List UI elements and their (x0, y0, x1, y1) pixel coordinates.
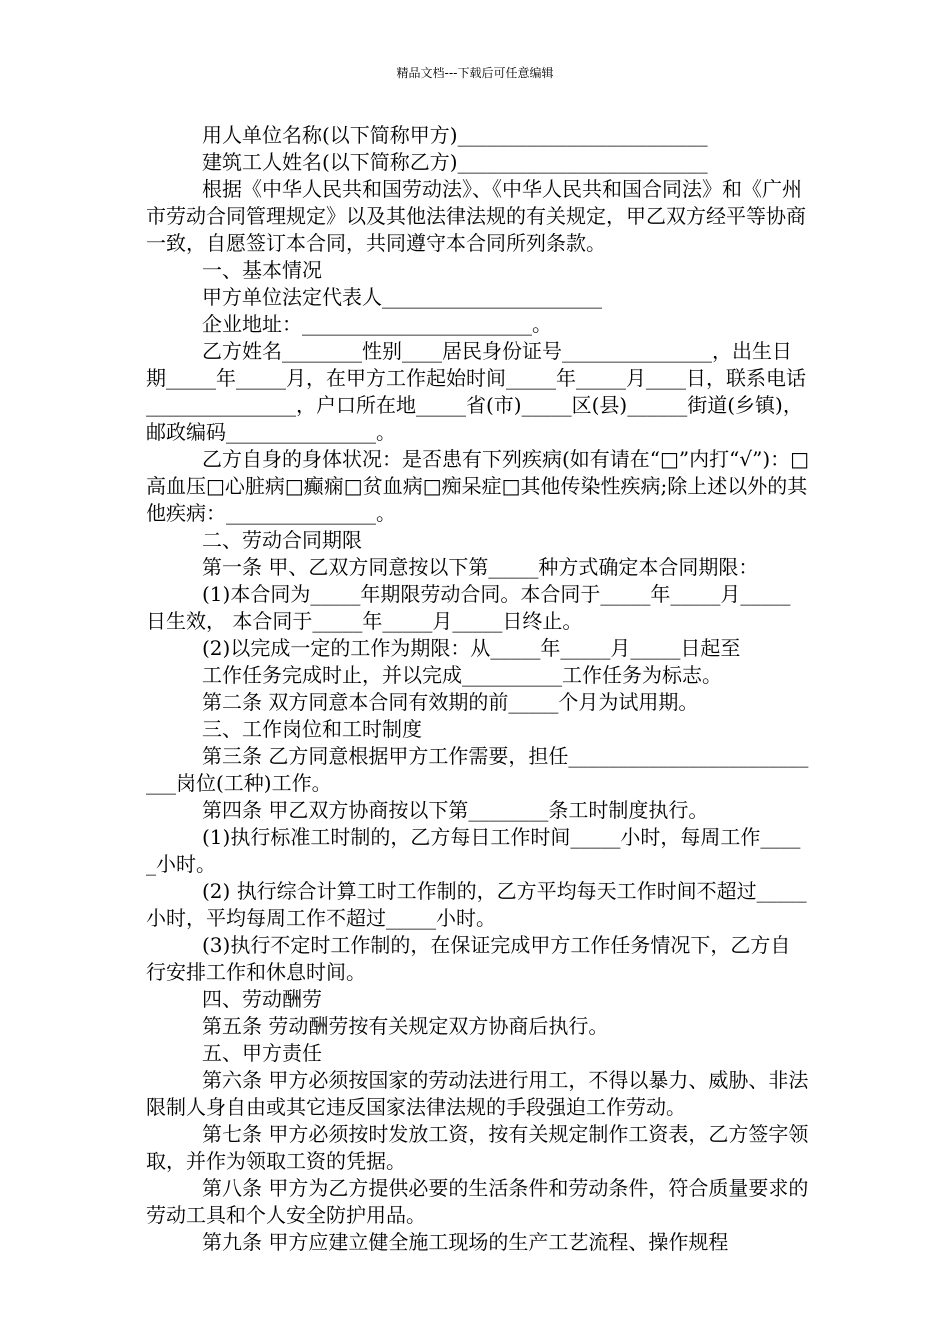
paragraph: 第八条 甲方为乙方提供必要的生活条件和劳动条件，符合质量要求的劳动工具和个人安全防护用品。 (146, 1176, 809, 1227)
section-heading: 二、劳动合同期限 (202, 528, 362, 552)
paragraph: 建筑工人姓名(以下简称乙方)_________________________ (202, 150, 708, 174)
paragraph: (2)以完成一定的工作为期限：从_____年_____月_____日起至 (202, 636, 741, 660)
paragraph: (3)执行不定时工作制的，在保证完成甲方工作任务情况下，乙方自行安排工作和休息时间。 (146, 933, 791, 984)
paragraph: 工作任务完成时止，并以完成__________工作任务为标志。 (202, 663, 722, 687)
paragraph: 第四条 甲乙双方协商按以下第________条工时制度执行。 (202, 798, 709, 822)
paragraph: 第二条 双方同意本合同有效期的前_____个月为试用期。 (202, 690, 699, 714)
contract-body (146, 122, 810, 1256)
paragraph: 用人单位名称(以下简称甲方)_________________________ (202, 123, 708, 147)
paragraph: 第三条 乙方同意根据甲方工作需要，担任___________________________岗位(工种)工作。 (146, 744, 809, 795)
paragraph: (1)执行标准工时制的，乙方每日工作时间_____小时，每周工作_____小时。 (146, 825, 801, 876)
paragraph: (1)本合同为_____年期限劳动合同。本合同于_____年_____月_____日生效， 本合同于_____年_____月_____日终止。 (146, 582, 791, 633)
paragraph: (2) 执行综合计算工时工作制的，乙方平均每天工作时间不超过_____小时，平均每周工作不超过_____小时。 (146, 879, 807, 930)
section-heading: 一、基本情况 (202, 258, 322, 282)
page-header: 精品文档---下载后可任意编辑 (396, 66, 554, 80)
section-heading: 五、甲方责任 (202, 1041, 322, 1065)
paragraph: 第五条 劳动酬劳按有关规定双方协商后执行。 (202, 1014, 609, 1038)
paragraph: 乙方姓名________性别____居民身份证号_______________，出生日期_____年_____月，在甲方工作起始时间_____年_____月____日，联系电话_______________，户口所在地_____省(市)_____区(县)______街道(乡镇)，邮政编码_______________。 (146, 339, 806, 444)
section-heading: 三、工作岗位和工时制度 (202, 717, 422, 741)
paragraph: 第一条 甲、乙双方同意按以下第_____种方式确定本合同期限： (202, 555, 759, 579)
section-heading: 四、劳动酬劳 (202, 987, 322, 1011)
paragraph: 第七条 甲方必须按时发放工资，按有关规定制作工资表，乙方签字领取，并作为领取工资的凭据。 (146, 1122, 809, 1173)
paragraph: 第六条 甲方必须按国家的劳动法进行用工，不得以暴力、威胁、非法限制人身自由或其它违反国家法律法规的手段强迫工作劳动。 (146, 1068, 809, 1119)
paragraph: 第九条 甲方应建立健全施工现场的生产工艺流程、操作规程 (202, 1230, 729, 1254)
paragraph: 甲方单位法定代表人______________________ (202, 285, 602, 309)
paragraph: 乙方自身的身体状况：是否患有下列疾病(如有请在“□”内打“√”)：□高血压□心脏病□癫痫□贫血病□痴呆症□其他传染性疾病;除上述以外的其他疾病：_______________。 (146, 447, 810, 525)
paragraph: 根据《中华人民共和国劳动法》、《中华人民共和国合同法》和《广州市劳动合同管理规定》以及其他法律法规的有关规定，甲乙双方经平等协商一致，自愿签订本合同，共同遵守本合同所列条款。 (146, 177, 806, 255)
paragraph: 企业地址：_______________________。 (202, 312, 552, 336)
